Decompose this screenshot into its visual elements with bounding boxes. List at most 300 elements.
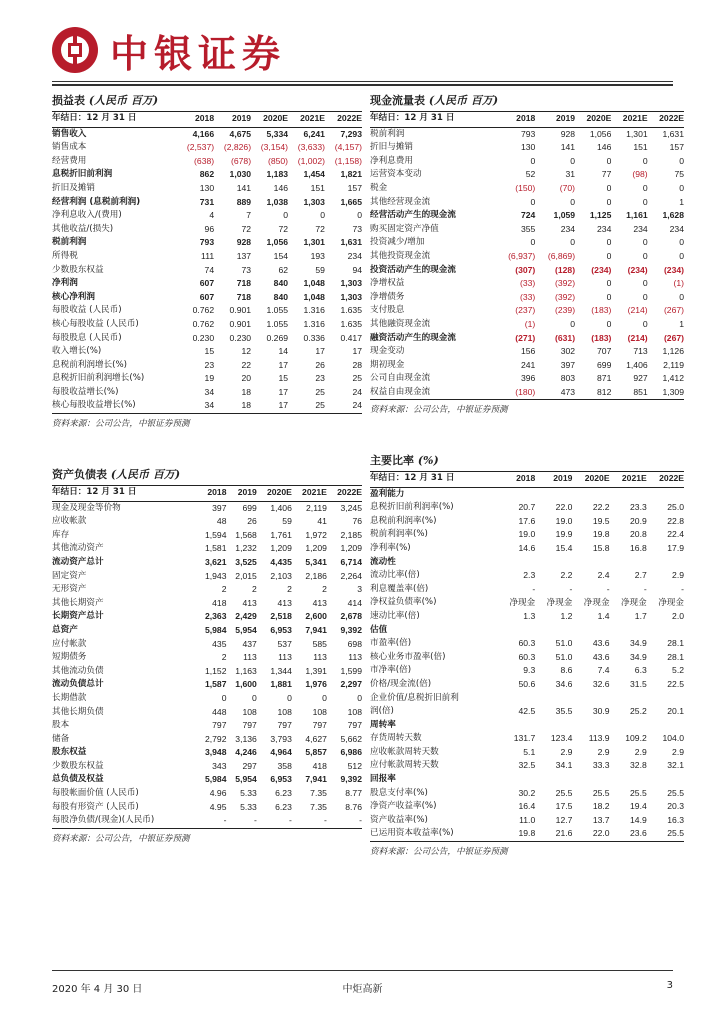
cashflow-title-text: 现金流量表: [370, 94, 425, 107]
value-cell: 154: [273, 250, 289, 261]
value-cell: 1,665: [340, 196, 362, 207]
value-cell: 34.9: [630, 638, 647, 649]
header-cell: 2020E: [257, 486, 292, 502]
value-cell: 396: [520, 373, 536, 384]
value-cell: [572, 773, 609, 787]
value-cell: 31.5: [630, 678, 647, 689]
value-cell: [535, 773, 572, 787]
value-cell: 25.5: [667, 787, 684, 798]
value-cell: 0: [679, 182, 684, 193]
value-cell: 73: [352, 223, 362, 234]
value-cell: 1.4: [597, 610, 610, 621]
value-cell: 2,600: [305, 611, 327, 622]
value-cell: 1.635: [340, 305, 362, 316]
value-cell: (1): [673, 278, 684, 289]
row-label: 利息覆盖率(倍): [370, 583, 429, 594]
table-row: [52, 529, 362, 543]
value-cell: [572, 624, 609, 638]
value-cell: (1): [524, 318, 536, 329]
value-cell: 1.316: [303, 318, 325, 329]
table-row: [52, 583, 362, 597]
value-cell: 43.6: [592, 651, 610, 662]
row-label: 其他长期资产: [52, 597, 104, 608]
row-label: 股息支付率(%): [370, 787, 428, 798]
value-cell: 413: [277, 597, 292, 608]
value-cell: 113: [243, 652, 257, 663]
value-cell: 15.4: [555, 542, 573, 553]
header-cell: 2019: [226, 486, 256, 502]
value-cell: 0: [322, 692, 327, 703]
value-cell: 585: [312, 638, 327, 649]
value-cell: 26: [247, 516, 257, 527]
value-cell: [647, 773, 684, 787]
value-cell: 0: [606, 250, 612, 261]
value-cell: [610, 692, 647, 706]
table-row: [52, 264, 362, 278]
value-cell: 1.055: [266, 318, 289, 329]
value-cell: (183): [591, 305, 612, 316]
value-cell: 42.5: [518, 706, 536, 717]
footer-company: 中炬高新: [342, 984, 383, 995]
value-cell: 6,714: [340, 556, 362, 567]
table-row: [52, 277, 362, 291]
value-cell: [535, 719, 572, 733]
value-cell: 2.2: [560, 570, 573, 581]
value-cell: 851: [633, 386, 648, 397]
value-cell: 34: [204, 400, 215, 411]
row-label: 其他投资现金流: [370, 250, 431, 261]
row-label: 所得税: [52, 250, 78, 261]
row-label: 税金: [370, 182, 388, 193]
value-cell: (2,826): [223, 142, 252, 153]
value-cell: 72: [315, 223, 325, 234]
value-cell: 699: [597, 359, 612, 370]
row-label: 运营资本变动: [370, 169, 422, 180]
value-cell: 0.230: [192, 332, 215, 343]
table-row: [52, 719, 362, 733]
row-label: 每股净负债/(现金)(人民币): [52, 815, 155, 826]
value-cell: 1,301: [303, 237, 325, 248]
value-cell: 2,119: [663, 359, 684, 370]
value-cell: [535, 556, 572, 570]
value-cell: 3,245: [340, 502, 362, 513]
income-unit: (人民币 百万): [88, 94, 159, 107]
row-label: 润(倍): [370, 706, 394, 717]
value-cell: (3,633): [297, 142, 325, 153]
value-cell: 0.901: [229, 318, 252, 329]
row-label: 其他融资现金流: [370, 318, 431, 329]
table-row: [52, 515, 362, 529]
value-cell: (307): [515, 264, 536, 275]
table-row: [370, 800, 684, 814]
row-label: 盈利能力: [370, 488, 405, 499]
row-label: 储备: [52, 733, 70, 744]
table-row: [370, 759, 684, 773]
value-cell: [572, 556, 609, 570]
row-label: 长期借款: [52, 692, 87, 703]
value-cell: 707: [597, 346, 612, 357]
value-cell: (392): [555, 278, 576, 289]
value-cell: 33.3: [592, 760, 610, 771]
ratios-unit: (%): [417, 454, 439, 467]
value-cell: 9.3: [523, 665, 536, 676]
value-cell: 32.8: [630, 760, 647, 771]
value-cell: 1,209: [305, 543, 327, 554]
value-cell: 2,678: [340, 611, 362, 622]
value-cell: 297: [242, 760, 257, 771]
value-cell: 718: [236, 278, 252, 289]
value-cell: 25.5: [555, 787, 573, 798]
row-label: 无形资产: [52, 584, 87, 595]
header-cell: 2020E: [575, 112, 611, 128]
value-cell: 9,392: [340, 624, 362, 635]
row-label: 其他经营现金流: [370, 196, 431, 207]
value-cell: 2: [322, 584, 327, 595]
ratios-title-text: 主要比率: [370, 454, 414, 467]
value-cell: (3,154): [260, 142, 289, 153]
value-cell: 4,675: [229, 128, 252, 139]
value-cell: 803: [560, 373, 576, 384]
table-row: [52, 359, 362, 373]
value-cell: 1,581: [204, 543, 227, 554]
table-row: [52, 678, 362, 692]
value-cell: 3,948: [204, 747, 227, 758]
value-cell: 0: [252, 692, 257, 703]
value-cell: 418: [212, 597, 227, 608]
table-row: [370, 304, 684, 318]
value-cell: 22.0: [555, 502, 573, 513]
row-label: 净利润: [52, 278, 78, 289]
value-cell: (267): [663, 305, 684, 316]
value-cell: 14: [278, 346, 289, 357]
value-cell: 2: [221, 584, 227, 595]
value-cell: 0: [679, 155, 684, 166]
value-cell: 151: [310, 182, 325, 193]
value-cell: 0: [642, 278, 648, 289]
header-cell: 2018: [177, 112, 214, 128]
value-cell: 927: [633, 373, 648, 384]
value-cell: 7,941: [305, 624, 327, 635]
value-cell: 1,232: [235, 543, 257, 554]
value-cell: (33): [520, 278, 536, 289]
row-label: 税前利润: [370, 128, 405, 139]
value-cell: 32.6: [592, 678, 610, 689]
value-cell: 15.8: [592, 542, 610, 553]
value-cell: 0: [642, 155, 648, 166]
value-cell: 34.1: [555, 760, 573, 771]
value-cell: 4.96: [209, 788, 227, 799]
value-cell: [610, 773, 647, 787]
value-cell: 0: [679, 250, 684, 261]
table-row: [370, 487, 684, 501]
value-cell: 1,599: [340, 665, 362, 676]
value-cell: 4,964: [270, 747, 292, 758]
value-cell: 20: [241, 373, 252, 384]
value-cell: 1,183: [266, 169, 289, 180]
row-label: 估值: [370, 624, 388, 635]
value-cell: 928: [560, 128, 576, 139]
table-row: [370, 209, 684, 223]
header-cell: 年结日：12 月 31 日: [52, 112, 177, 128]
value-cell: 5,341: [305, 556, 327, 567]
table-row: [52, 638, 362, 652]
table-row: [370, 705, 684, 719]
value-cell: 130: [520, 142, 536, 153]
table-header-row: [52, 486, 362, 502]
value-cell: -: [606, 583, 610, 594]
value-cell: 9,392: [340, 774, 362, 785]
value-cell: (271): [515, 332, 536, 343]
value-cell: 797: [242, 720, 257, 731]
value-cell: 1,125: [589, 210, 612, 221]
value-cell: 0: [570, 318, 576, 329]
value-cell: [610, 719, 647, 733]
ratios-source-note: 资料来源：公司公告，中银证券预测: [370, 841, 684, 860]
value-cell: 6,953: [270, 774, 292, 785]
value-cell: 109.2: [625, 733, 647, 744]
value-cell: 0: [679, 237, 684, 248]
report-header: [52, 22, 286, 78]
value-cell: 19: [204, 373, 215, 384]
table-row: [52, 706, 362, 720]
value-cell: 607: [199, 291, 215, 302]
value-cell: 871: [597, 373, 612, 384]
table-row: [370, 528, 684, 542]
table-row: [52, 250, 362, 264]
table-row: [52, 597, 362, 611]
table-row: [370, 291, 684, 305]
value-cell: 234: [560, 223, 576, 234]
value-cell: 0.230: [229, 332, 252, 343]
value-cell: 60.3: [518, 638, 536, 649]
value-cell: 1,406: [270, 502, 292, 513]
value-cell: 4: [209, 210, 215, 221]
value-cell: 30.2: [518, 787, 536, 798]
header-cell: 2022E: [325, 112, 362, 128]
value-cell: 25.5: [667, 828, 684, 839]
value-cell: 28: [352, 359, 362, 370]
value-cell: 0: [530, 237, 536, 248]
value-cell: 22.5: [667, 678, 684, 689]
table-row: [52, 610, 362, 624]
value-cell: 797: [212, 720, 227, 731]
value-cell: 17: [352, 346, 362, 357]
header-cell: 年结日：12 月 31 日: [52, 486, 196, 502]
table-row: [370, 223, 684, 237]
row-label: 流动负债总计: [52, 679, 104, 690]
value-cell: 7,293: [340, 128, 362, 139]
value-cell: 净现金: [509, 597, 536, 608]
value-cell: 108: [242, 706, 257, 717]
value-cell: 77: [601, 169, 612, 180]
value-cell: (678): [231, 155, 252, 166]
row-label: 企业价值/息税折旧前利: [370, 692, 459, 703]
value-cell: 18.2: [592, 801, 610, 812]
value-cell: 1,048: [303, 278, 325, 289]
row-label: 净权益负债率(%): [370, 597, 437, 608]
value-cell: 30.9: [592, 706, 610, 717]
table-row: [52, 168, 362, 182]
value-cell: 2: [287, 584, 292, 595]
value-cell: 1,048: [303, 291, 325, 302]
ratios-title: [370, 452, 684, 472]
value-cell: 19.4: [630, 801, 647, 812]
value-cell: 0: [606, 182, 612, 193]
row-label: 税前利润: [52, 237, 87, 248]
row-label: 每股收益 (人民币): [52, 305, 122, 316]
row-label: 应付帐款: [52, 638, 87, 649]
row-label: 股本: [52, 720, 70, 731]
value-cell: 2.9: [597, 746, 610, 757]
row-label: 收入增长(%): [52, 346, 102, 357]
value-cell: [647, 719, 684, 733]
value-cell: [610, 624, 647, 638]
value-cell: 1,454: [303, 169, 325, 180]
row-label: 权益自由现金流: [370, 386, 431, 397]
balance-sheet: [52, 466, 362, 846]
value-cell: 19.5: [592, 515, 610, 526]
value-cell: 418: [312, 760, 327, 771]
value-cell: 713: [633, 346, 648, 357]
value-cell: 0: [642, 237, 648, 248]
value-cell: -: [532, 583, 536, 594]
value-cell: 32.1: [667, 760, 684, 771]
value-cell: 2,518: [270, 611, 292, 622]
value-cell: -: [288, 815, 292, 826]
cashflow-unit: (人民币 百万): [428, 94, 499, 107]
value-cell: 22.0: [592, 828, 610, 839]
value-cell: 2,119: [306, 502, 327, 513]
row-label: 经营费用: [52, 155, 87, 166]
value-cell: 5,334: [266, 128, 289, 139]
value-cell: 0.762: [192, 318, 215, 329]
table-row: [52, 332, 362, 346]
value-cell: 0: [606, 318, 612, 329]
page-number: 3: [666, 980, 673, 991]
value-cell: 5.33: [240, 801, 257, 812]
value-cell: 2: [252, 584, 257, 595]
value-cell: 净现金: [620, 597, 647, 608]
value-cell: 1.2: [560, 610, 573, 621]
value-cell: [498, 487, 535, 501]
value-cell: 1,163: [235, 665, 257, 676]
footer-rule: [52, 970, 673, 971]
value-cell: 17.9: [667, 542, 684, 553]
table-row: [52, 556, 362, 570]
header-cell: 2020E: [572, 472, 609, 488]
value-cell: 0: [606, 278, 612, 289]
value-cell: 96: [204, 223, 215, 234]
value-cell: 151: [633, 142, 648, 153]
value-cell: 234: [347, 250, 362, 261]
value-cell: 343: [212, 760, 227, 771]
value-cell: 20.3: [667, 801, 684, 812]
table-row: [370, 651, 684, 665]
value-cell: -: [253, 815, 257, 826]
value-cell: 50.6: [518, 678, 536, 689]
value-cell: 0: [357, 692, 362, 703]
value-cell: 0: [570, 196, 576, 207]
value-cell: 13.7: [592, 814, 610, 825]
value-cell: -: [569, 583, 573, 594]
value-cell: 2,103: [270, 570, 292, 581]
value-cell: 108: [312, 706, 327, 717]
value-cell: [572, 487, 609, 501]
value-cell: 141: [236, 182, 252, 193]
table-row: [52, 304, 362, 318]
value-cell: 437: [242, 638, 257, 649]
row-label: 总负债及权益: [52, 774, 104, 785]
row-label: 流动比率(倍): [370, 570, 420, 581]
value-cell: 17: [278, 400, 289, 411]
value-cell: [572, 692, 609, 706]
table-header-row: [52, 112, 362, 128]
value-cell: 0: [642, 318, 648, 329]
value-cell: 1.3: [523, 610, 536, 621]
value-cell: 413: [242, 597, 257, 608]
value-cell: 2.3: [523, 570, 536, 581]
table-row: [370, 332, 684, 346]
value-cell: 0.269: [266, 332, 289, 343]
value-cell: 1.635: [340, 318, 362, 329]
value-cell: 1,594: [204, 529, 227, 540]
row-label: 投资活动产生的现金流: [370, 264, 456, 275]
value-cell: 108: [277, 706, 292, 717]
value-cell: 2,792: [204, 733, 227, 744]
value-cell: (33): [520, 291, 536, 302]
value-cell: (6,937): [508, 250, 536, 261]
value-cell: 699: [242, 502, 257, 513]
table-row: [370, 168, 684, 182]
value-cell: 48: [216, 516, 227, 527]
value-cell: 19.8: [518, 828, 536, 839]
value-cell: 28.1: [667, 651, 684, 662]
value-cell: 355: [520, 223, 536, 234]
table-row: [370, 596, 684, 610]
value-cell: [572, 719, 609, 733]
value-cell: 1,976: [305, 679, 327, 690]
value-cell: 18: [241, 386, 252, 397]
value-cell: 0: [357, 210, 362, 221]
row-label: 流动性: [370, 556, 396, 567]
value-cell: 25: [352, 373, 362, 384]
value-cell: 1,309: [662, 386, 684, 397]
value-cell: 5,954: [235, 624, 257, 635]
row-label: 息税折旧前利润率(%): [370, 502, 454, 513]
value-cell: 0: [642, 182, 648, 193]
table-row: [370, 624, 684, 638]
table-row: [52, 223, 362, 237]
value-cell: 0: [530, 155, 536, 166]
header-cell: 2021E: [611, 112, 647, 128]
table-row: [370, 372, 684, 386]
value-cell: 5.2: [672, 665, 684, 676]
row-label: 融资活动产生的现金流: [370, 332, 456, 343]
header-cell: 2022E: [648, 112, 684, 128]
value-cell: 72: [241, 223, 252, 234]
value-cell: 8.6: [560, 665, 573, 676]
value-cell: 512: [347, 760, 362, 771]
value-cell: 4,435: [270, 556, 292, 567]
value-cell: 3,793: [270, 733, 292, 744]
value-cell: 537: [277, 638, 292, 649]
value-cell: 20.1: [667, 706, 684, 717]
value-cell: 35.5: [555, 706, 573, 717]
row-label: 已运用资本收益率(%): [370, 828, 454, 839]
balance-title: [52, 466, 362, 486]
value-cell: 2: [221, 652, 227, 663]
table-row: [52, 787, 362, 801]
